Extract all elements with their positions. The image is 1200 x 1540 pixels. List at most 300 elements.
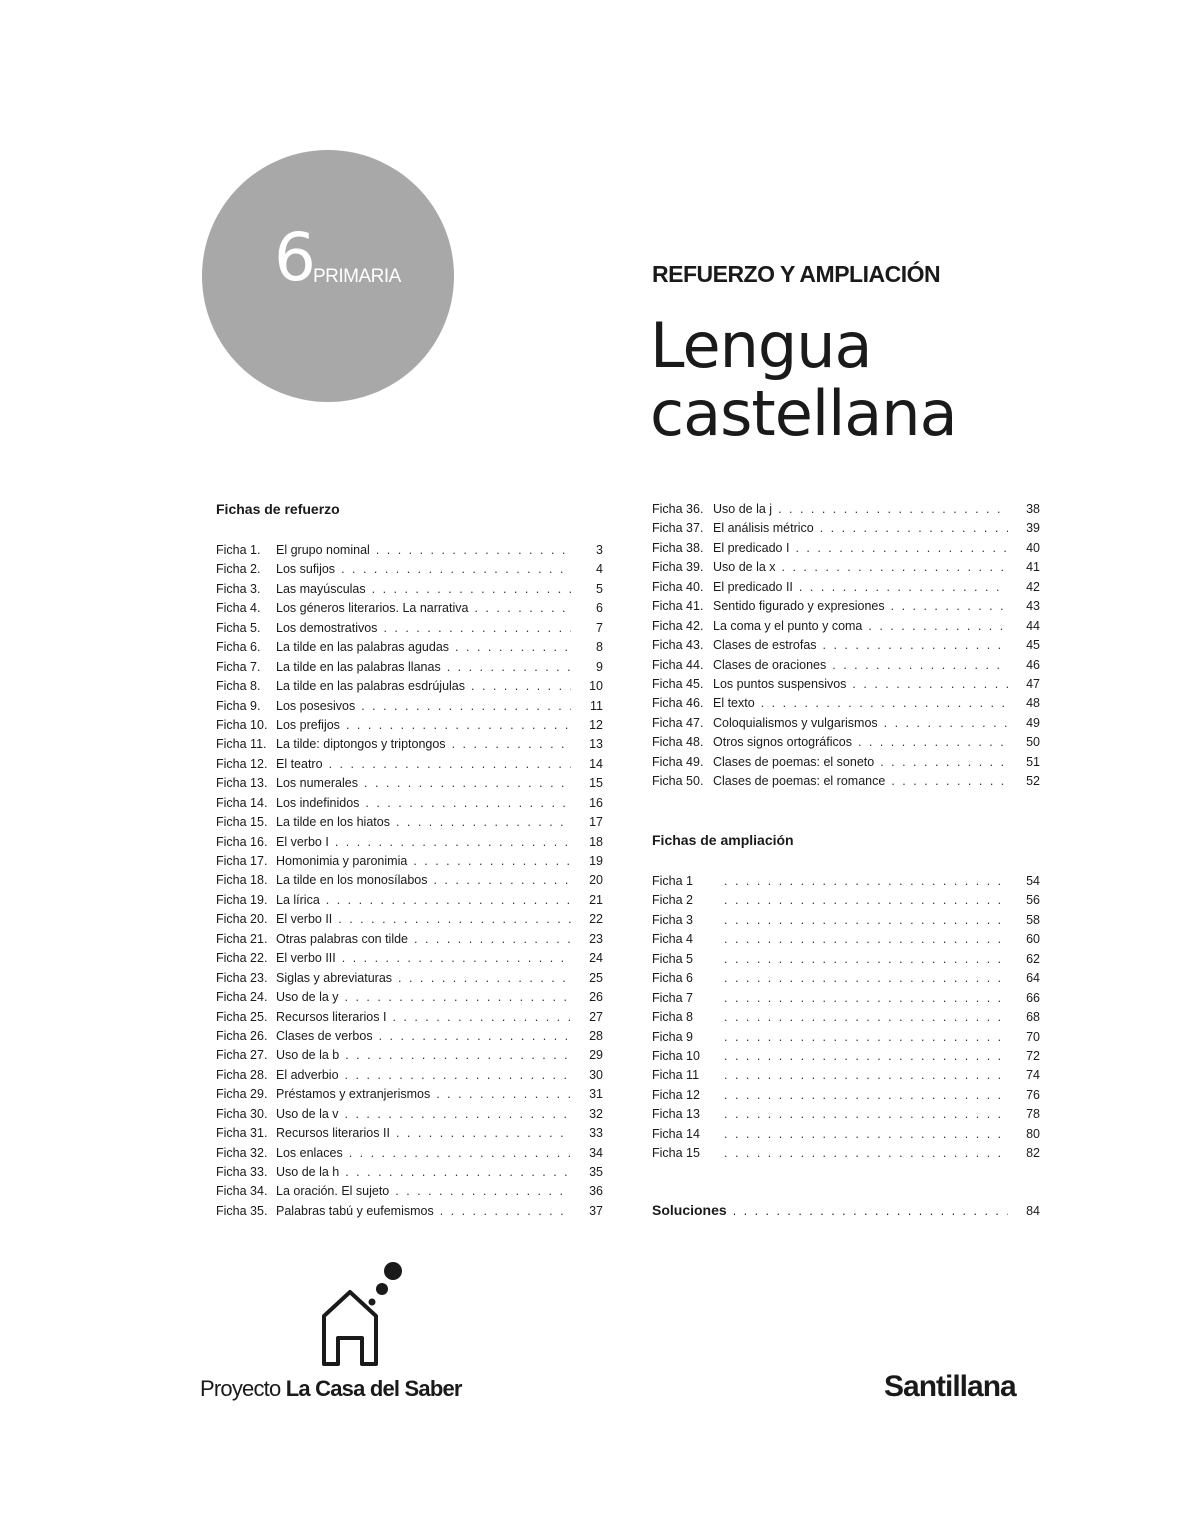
dot-leader <box>365 794 571 813</box>
toc-entry-number: Ficha 34. <box>216 1184 268 1199</box>
dot-leader <box>326 891 571 910</box>
toc-entry-page: 24 <box>589 951 603 966</box>
toc-entry[interactable] <box>652 930 1040 949</box>
toc-entry-number: Ficha 46. <box>652 696 704 711</box>
dot-leader <box>724 1008 1008 1027</box>
toc-entry-page: 3 <box>596 543 603 557</box>
dot-leader <box>341 560 571 579</box>
refuerzo-list-part-1 <box>216 541 603 1221</box>
toc-entry-page: 52 <box>1026 774 1040 789</box>
dot-leader <box>349 1144 571 1163</box>
toc-entry-page: 17 <box>589 815 603 830</box>
toc-entry-page: 68 <box>1026 1010 1040 1025</box>
dot-leader <box>376 541 571 560</box>
toc-entry[interactable] <box>216 1163 603 1182</box>
dot-leader <box>396 813 571 832</box>
dot-leader <box>345 1163 571 1182</box>
toc-entry-title: La tilde en los hiatos <box>276 815 390 830</box>
toc-entry-title: El verbo I <box>276 834 329 849</box>
toc-entry-number: Ficha 48. <box>652 735 704 750</box>
toc-entry-number: Ficha 31. <box>216 1126 268 1141</box>
toc-entry[interactable] <box>652 1086 1040 1105</box>
toc-entry[interactable] <box>652 733 1040 752</box>
toc-entry[interactable] <box>216 910 603 929</box>
toc-entry-page: 28 <box>589 1028 603 1043</box>
book-title-line-1: Lengua <box>650 309 872 382</box>
toc-entry-title: Los sufijos <box>276 562 336 577</box>
toc-entry[interactable] <box>652 1125 1040 1144</box>
toc-entry-number: Ficha 3. <box>216 581 261 596</box>
toc-entry-number: Ficha 50. <box>652 774 704 789</box>
toc-entry-number: Ficha 24. <box>216 990 268 1005</box>
dot-leader <box>799 578 1008 597</box>
toc-entry[interactable] <box>652 1066 1040 1085</box>
dot-leader <box>724 969 1008 988</box>
toc-entry-number: Ficha 44. <box>652 657 704 672</box>
toc-entry-number: Ficha 7. <box>216 659 261 674</box>
toc-entry-title: Las mayúsculas <box>276 581 366 596</box>
toc-entry[interactable] <box>652 597 1040 616</box>
toc-entry[interactable] <box>652 1028 1040 1047</box>
toc-entry-number: Ficha 32. <box>216 1145 268 1160</box>
toc-entry[interactable] <box>652 1047 1040 1066</box>
toc-entry-page: 15 <box>589 776 603 791</box>
toc-entry-page: 78 <box>1026 1107 1040 1122</box>
dot-leader <box>452 735 571 754</box>
dot-leader <box>868 617 1008 636</box>
toc-entry-page: 25 <box>589 970 603 985</box>
toc-entry-number: Ficha 39. <box>652 560 704 575</box>
toc-entry-page: 60 <box>1026 932 1040 947</box>
toc-entry-page: 80 <box>1026 1126 1040 1141</box>
toc-entry-page: 32 <box>589 1106 603 1121</box>
toc-entry-page: 33 <box>589 1126 603 1141</box>
dot-leader <box>891 597 1008 616</box>
book-title <box>650 309 957 450</box>
ampliacion-heading: Fichas de ampliación <box>652 832 794 848</box>
dot-leader <box>778 500 1008 519</box>
dot-leader <box>433 871 571 890</box>
toc-entry-number: Ficha 40. <box>652 579 704 594</box>
toc-entry-number: Ficha 5 <box>652 951 693 966</box>
toc-entry-title: El texto <box>713 696 755 711</box>
toc-entry-number: Ficha 15 <box>652 1146 700 1161</box>
dot-leader <box>414 930 571 949</box>
toc-entry-number: Ficha 28. <box>216 1067 268 1082</box>
toc-entry-number: Ficha 11. <box>216 737 267 752</box>
dot-leader <box>795 539 1008 558</box>
toc-entry[interactable] <box>652 578 1040 597</box>
toc-entry-title: Recursos literarios I <box>276 1009 387 1024</box>
toc-entry-number: Ficha 23. <box>216 970 268 985</box>
toc-entry-page: 72 <box>1026 1048 1040 1063</box>
toc-entry[interactable] <box>652 950 1040 969</box>
toc-entry[interactable] <box>652 891 1040 910</box>
toc-entry-title: Homonimia y paronimia <box>276 854 408 868</box>
dot-leader <box>342 949 571 968</box>
toc-entry[interactable] <box>216 930 603 949</box>
toc-entry-title: Los demostrativos <box>276 620 378 635</box>
toc-entry-number: Ficha 47. <box>652 715 704 730</box>
toc-entry-page: 41 <box>1026 560 1040 575</box>
toc-entry-title: La tilde en las palabras llanas <box>276 659 441 674</box>
dot-leader <box>345 1066 571 1085</box>
toc-entry-page: 54 <box>1026 874 1040 888</box>
toc-entry[interactable] <box>216 1066 603 1085</box>
toc-entry-page: 82 <box>1026 1146 1040 1161</box>
grade-label: PRIMARIA <box>313 266 401 287</box>
toc-entry[interactable] <box>652 539 1040 558</box>
toc-entry-title: El verbo II <box>276 912 333 927</box>
toc-entry-title: La tilde en las palabras esdrújulas <box>276 679 466 694</box>
toc-entry-title: Otros signos ortográficos <box>713 735 852 750</box>
toc-entry-number: Ficha 8 <box>652 1010 693 1025</box>
toc-entry-title: Uso de la b <box>276 1048 340 1063</box>
toc-entry-page: 70 <box>1026 1029 1040 1044</box>
toc-entry-page: 39 <box>1026 521 1040 536</box>
toc-entry-title: Uso de la x <box>713 560 776 575</box>
soluciones-row[interactable] <box>652 1200 1040 1220</box>
toc-entry[interactable] <box>216 677 603 696</box>
toc-entry-title: Siglas y abreviaturas <box>276 970 393 985</box>
toc-entry-page: 26 <box>589 990 603 1005</box>
dot-leader <box>782 558 1008 577</box>
dot-leader <box>338 910 571 929</box>
toc-entry[interactable] <box>652 753 1040 772</box>
dot-leader <box>372 580 571 599</box>
toc-entry[interactable] <box>216 813 603 832</box>
toc-entry-page: 62 <box>1026 951 1040 966</box>
toc-entry-page: 44 <box>1026 618 1040 633</box>
toc-entry[interactable] <box>652 675 1040 694</box>
toc-entry[interactable] <box>652 617 1040 636</box>
toc-entry-title: La oración. El sujeto <box>276 1184 390 1199</box>
dot-leader <box>379 1027 571 1046</box>
toc-entry-number: Ficha 2 <box>652 893 693 908</box>
grade-number: 6 <box>274 219 316 296</box>
toc-entry-number: Ficha 37. <box>652 521 704 536</box>
toc-entry-number: Ficha 36. <box>652 502 704 516</box>
toc-entry[interactable] <box>216 580 603 599</box>
toc-entry-page: 22 <box>589 912 603 927</box>
toc-entry-number: Ficha 7 <box>652 990 693 1005</box>
dot-leader <box>364 774 571 793</box>
toc-entry-page: 6 <box>596 601 603 616</box>
dot-leader <box>440 1202 571 1221</box>
toc-entry[interactable] <box>652 1144 1040 1163</box>
toc-entry-title: Clases de poemas: el soneto <box>713 754 875 769</box>
toc-entry-page: 40 <box>1026 540 1040 555</box>
toc-entry-page: 31 <box>589 1087 603 1102</box>
toc-entry-title: El grupo nominal <box>276 543 370 557</box>
toc-entry-number: Ficha 15. <box>216 815 268 830</box>
toc-entry[interactable] <box>216 833 603 852</box>
dot-leader <box>724 1105 1008 1124</box>
toc-entry[interactable] <box>216 541 603 560</box>
toc-entry-page: 45 <box>1026 638 1040 653</box>
toc-entry[interactable] <box>216 969 603 988</box>
toc-entry-title: Uso de la y <box>276 990 339 1005</box>
dot-leader <box>361 697 571 716</box>
toc-entry[interactable] <box>216 697 603 716</box>
toc-entry-number: Ficha 21. <box>216 931 268 946</box>
toc-entry-title: Uso de la h <box>276 1165 340 1179</box>
toc-entry-page: 46 <box>1026 657 1040 672</box>
toc-entry[interactable] <box>216 619 603 638</box>
toc-entry-page: 11 <box>590 698 603 713</box>
toc-entry-title: El verbo III <box>276 951 336 966</box>
toc-entry-page: 34 <box>589 1145 603 1160</box>
toc-entry[interactable] <box>216 794 603 813</box>
toc-entry[interactable] <box>216 891 603 910</box>
toc-entry[interactable] <box>216 1105 603 1124</box>
toc-entry-number: Ficha 13 <box>652 1107 700 1122</box>
dot-leader <box>832 656 1008 675</box>
toc-entry-title: Otras palabras con tilde <box>276 931 409 946</box>
toc-entry-page: 76 <box>1026 1087 1040 1102</box>
toc-entry-title: El análisis métrico <box>713 521 814 536</box>
toc-entry-number: Ficha 10. <box>216 717 268 732</box>
toc-entry-number: Ficha 9. <box>216 698 261 713</box>
toc-entry-number: Ficha 16. <box>216 834 268 849</box>
dot-leader <box>398 969 571 988</box>
toc-entry-title: Los puntos suspensivos <box>713 676 847 691</box>
dot-leader <box>724 1125 1008 1144</box>
toc-entry-page: 36 <box>589 1184 603 1199</box>
toc-entry-page: 58 <box>1026 912 1040 927</box>
toc-entry-page: 12 <box>589 717 603 732</box>
toc-entry[interactable] <box>216 1027 603 1046</box>
toc-entry[interactable] <box>216 716 603 735</box>
toc-entry-title: Los indefinidos <box>276 795 360 810</box>
toc-entry-title: El adverbio <box>276 1067 339 1082</box>
dot-leader <box>447 658 571 677</box>
dot-leader <box>329 755 571 774</box>
toc-entry-title: La tilde en las palabras agudas <box>276 640 450 655</box>
toc-entry-page: 50 <box>1026 735 1040 750</box>
toc-entry-title: Los enlaces <box>276 1145 343 1160</box>
toc-entry-number: Ficha 12 <box>652 1087 700 1102</box>
toc-entry-page: 18 <box>589 834 603 849</box>
toc-entry-title: El predicado II <box>713 579 793 594</box>
toc-entry-title: El predicado I <box>713 540 790 555</box>
dot-leader <box>335 833 571 852</box>
book-title-line-2: castellana <box>650 377 957 450</box>
toc-entry-title: Uso de la j <box>713 502 773 516</box>
dot-leader <box>858 733 1008 752</box>
toc-entry[interactable] <box>216 1046 603 1065</box>
dot-leader <box>345 1105 571 1124</box>
publisher-logo: Santillana <box>884 1370 1016 1403</box>
dot-leader <box>820 519 1008 538</box>
toc-entry[interactable] <box>652 772 1040 791</box>
dot-leader <box>383 619 571 638</box>
toc-entry[interactable] <box>652 872 1040 891</box>
toc-entry-number: Ficha 14. <box>216 795 268 810</box>
toc-entry[interactable] <box>652 636 1040 655</box>
toc-entry[interactable] <box>652 500 1040 519</box>
toc-entry-title: Uso de la v <box>276 1106 339 1121</box>
toc-entry-number: Ficha 26. <box>216 1028 268 1043</box>
toc-entry[interactable] <box>216 988 603 1007</box>
toc-entry-title: Préstamos y extranjerismos <box>276 1087 431 1102</box>
toc-entry-title: La coma y el punto y coma <box>713 618 863 633</box>
toc-entry[interactable] <box>216 1008 603 1027</box>
toc-entry-number: Ficha 30. <box>216 1106 268 1121</box>
toc-entry-title: La lírica <box>276 892 320 907</box>
toc-entry-number: Ficha 45. <box>652 676 704 691</box>
dot-leader <box>724 872 1008 891</box>
toc-entry-page: 43 <box>1026 599 1040 614</box>
toc-entry[interactable] <box>652 694 1040 713</box>
toc-entry-number: Ficha 42. <box>652 618 704 633</box>
toc-entry-page: 29 <box>589 1048 603 1063</box>
toc-entry-number: Ficha 4. <box>216 601 261 616</box>
toc-entry-page: 56 <box>1026 893 1040 908</box>
toc-entry[interactable] <box>216 560 603 579</box>
toc-entry-number: Ficha 9 <box>652 1029 693 1044</box>
toc-entry-title: El teatro <box>276 756 323 771</box>
toc-entry-number: Ficha 41. <box>652 599 704 614</box>
toc-entry[interactable] <box>216 1202 603 1221</box>
toc-entry-number: Ficha 2. <box>216 562 261 577</box>
series-heading: REFUERZO Y AMPLIACIÓN <box>652 261 941 287</box>
toc-entry[interactable] <box>652 656 1040 675</box>
toc-entry-page: 48 <box>1026 696 1040 711</box>
dot-leader <box>392 1008 571 1027</box>
dot-leader <box>880 753 1008 772</box>
toc-entry-page: 20 <box>589 873 603 888</box>
toc-entry[interactable] <box>216 852 603 871</box>
toc-entry-title: Los géneros literarios. La narrativa <box>276 601 469 616</box>
toc-entry-page: 13 <box>589 737 603 752</box>
toc-entry-number: Ficha 29. <box>216 1087 268 1102</box>
toc-entry-number: Ficha 43. <box>652 638 704 653</box>
toc-entry-number: Ficha 20. <box>216 912 268 927</box>
project-logo-text <box>200 1378 462 1400</box>
toc-entry-page: 23 <box>589 931 603 946</box>
toc-entry[interactable] <box>216 1124 603 1143</box>
toc-entry-number: Ficha 3 <box>652 912 693 927</box>
toc-entry-page: 51 <box>1026 754 1040 769</box>
dot-leader <box>471 677 571 696</box>
toc-entry-number: Ficha 6. <box>216 640 261 655</box>
toc-entry-page: 64 <box>1026 971 1040 986</box>
toc-entry-title: Palabras tabú y eufemismos <box>276 1203 434 1218</box>
dot-leader <box>852 675 1008 694</box>
toc-entry[interactable] <box>652 714 1040 733</box>
toc-entry-number: Ficha 17. <box>216 854 268 868</box>
refuerzo-list-part-2 <box>652 500 1040 792</box>
toc-entry-page: 47 <box>1026 676 1040 691</box>
dot-leader <box>724 950 1008 969</box>
toc-entry[interactable] <box>652 969 1040 988</box>
dot-leader <box>761 694 1008 713</box>
toc-entry-title: Clases de estrofas <box>713 638 817 653</box>
toc-entry-page: 8 <box>596 640 603 655</box>
refuerzo-heading: Fichas de refuerzo <box>216 501 340 517</box>
dot-leader <box>436 1085 571 1104</box>
toc-entry[interactable] <box>652 989 1040 1008</box>
toc-entry-number: Ficha 1 <box>652 874 693 888</box>
toc-entry-title: La tilde: diptongos y triptongos <box>276 737 446 752</box>
toc-entry-title: Clases de verbos <box>276 1028 373 1043</box>
toc-entry[interactable] <box>216 871 603 890</box>
toc-entry-number: Ficha 8. <box>216 679 261 694</box>
toc-entry-page: 42 <box>1026 579 1040 594</box>
toc-entry-number: Ficha 13. <box>216 776 268 791</box>
toc-entry-title: Coloquialismos y vulgarismos <box>713 715 878 730</box>
toc-entry-number: Ficha 12. <box>216 756 268 771</box>
toc-entry-number: Ficha 22. <box>216 951 268 966</box>
toc-entry-number: Ficha 33. <box>216 1165 268 1179</box>
dot-leader <box>724 1066 1008 1085</box>
dot-leader <box>474 599 571 618</box>
dot-leader <box>346 716 571 735</box>
toc-entry-number: Ficha 11 <box>652 1068 700 1083</box>
dot-leader <box>733 1201 1008 1221</box>
toc-entry[interactable] <box>216 658 603 677</box>
dot-leader <box>884 714 1008 733</box>
toc-entry-page: 7 <box>596 620 603 635</box>
toc-entry-title: La tilde en los monosílabos <box>276 873 428 888</box>
house-with-dots-icon <box>316 1258 406 1368</box>
ampliacion-list <box>652 872 1040 1164</box>
toc-entry[interactable] <box>216 1144 603 1163</box>
toc-entry-page: 66 <box>1026 990 1040 1005</box>
toc-entry-page: 4 <box>596 562 603 577</box>
toc-entry[interactable] <box>216 1085 603 1104</box>
toc-entry[interactable] <box>652 1105 1040 1124</box>
dot-leader <box>724 1086 1008 1105</box>
toc-entry[interactable] <box>652 911 1040 930</box>
toc-entry-number: Ficha 25. <box>216 1009 268 1024</box>
toc-entry[interactable] <box>216 755 603 774</box>
toc-entry[interactable] <box>216 638 603 657</box>
soluciones-page: 84 <box>1026 1204 1040 1218</box>
dot-leader <box>724 891 1008 910</box>
toc-entry-number: Ficha 10 <box>652 1048 700 1063</box>
toc-entry[interactable] <box>216 774 603 793</box>
toc-entry-title: Los numerales <box>276 776 358 791</box>
dot-leader <box>455 638 571 657</box>
toc-entry-number: Ficha 18. <box>216 873 268 888</box>
dot-leader <box>724 1144 1008 1163</box>
toc-entry-page: 35 <box>589 1165 603 1179</box>
toc-entry[interactable] <box>652 558 1040 577</box>
toc-entry[interactable] <box>652 519 1040 538</box>
toc-entry[interactable] <box>216 735 603 754</box>
dot-leader <box>345 1046 571 1065</box>
toc-entry-number: Ficha 1. <box>216 543 261 557</box>
toc-entry-title: Los posesivos <box>276 698 356 713</box>
project-prefix: Proyecto <box>200 1376 281 1401</box>
toc-entry[interactable] <box>652 1008 1040 1027</box>
toc-entry-number: Ficha 49. <box>652 754 704 769</box>
toc-entry-number: Ficha 19. <box>216 892 268 907</box>
project-name: La Casa del Saber <box>285 1376 462 1401</box>
toc-entry-title: Clases de poemas: el romance <box>713 774 886 789</box>
toc-entry-page: 27 <box>589 1009 603 1024</box>
toc-entry-number: Ficha 4 <box>652 932 693 947</box>
toc-entry[interactable] <box>216 599 603 618</box>
toc-entry-title: Recursos literarios II <box>276 1126 390 1141</box>
toc-entry[interactable] <box>216 949 603 968</box>
dot-leader <box>724 911 1008 930</box>
dot-leader <box>396 1124 571 1143</box>
dot-leader <box>724 930 1008 949</box>
toc-entry[interactable] <box>216 1182 603 1201</box>
